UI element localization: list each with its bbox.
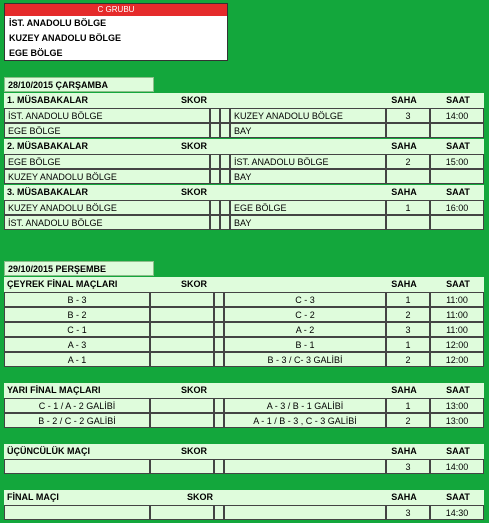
skor-label: SKOR	[180, 187, 207, 197]
table-row	[4, 322, 484, 337]
home-team: KUZEY ANADOLU BÖLGE	[4, 200, 210, 215]
away-team: B - 1	[224, 337, 386, 352]
score-cell	[150, 322, 214, 337]
away-team: BAY	[230, 215, 386, 230]
table-row	[4, 505, 484, 520]
saha-label: SAHA	[391, 385, 417, 395]
away-team: KUZEY ANADOLU BÖLGE	[230, 108, 386, 123]
score-cell	[220, 108, 230, 123]
score-cell	[150, 337, 214, 352]
score-cell	[150, 352, 214, 367]
home-team: B - 2 / C - 2 GALİBİ	[4, 413, 150, 428]
home-team	[4, 505, 150, 520]
score-cell	[214, 413, 224, 428]
score-cell	[214, 398, 224, 413]
score-cell	[214, 292, 224, 307]
table-row	[4, 307, 484, 322]
away-team: C - 3	[224, 292, 386, 307]
saat-label: SAAT	[446, 141, 470, 151]
saat-label: SAAT	[446, 279, 470, 289]
skor-label: SKOR	[180, 446, 207, 456]
score-cell	[150, 505, 214, 520]
score-cell	[214, 337, 224, 352]
away-team: EGE BÖLGE	[230, 200, 386, 215]
saat-cell: 11:00	[430, 307, 484, 322]
saat-cell: 12:00	[430, 337, 484, 352]
saha-cell: 3	[386, 322, 430, 337]
group-team: KUZEY ANADOLU BÖLGE	[9, 33, 122, 43]
table-row	[4, 337, 484, 352]
score-cell	[150, 307, 214, 322]
saat-cell: 14:30	[430, 505, 484, 520]
match3-header	[4, 185, 484, 200]
saat-label: SAAT	[446, 187, 470, 197]
saha-label: SAHA	[391, 141, 417, 151]
table-row	[4, 352, 484, 367]
group-team: İST. ANADOLU BÖLGE	[9, 18, 107, 28]
away-team: A - 3 / B - 1 GALİBİ	[224, 398, 386, 413]
saat-label: SAAT	[446, 492, 470, 502]
saha-cell: 3	[386, 108, 430, 123]
match-title: 2. MÜSABAKALAR	[4, 139, 484, 154]
away-team: BAY	[230, 169, 386, 184]
saha-label: SAHA	[391, 279, 417, 289]
final-title: FİNAL MAÇI	[4, 490, 484, 505]
saha-cell: 2	[386, 154, 430, 169]
saat-label: SAAT	[446, 95, 470, 105]
home-team: EGE BÖLGE	[4, 123, 210, 138]
saat-label: SAAT	[446, 385, 470, 395]
saat-cell	[430, 123, 484, 138]
away-team: İST. ANADOLU BÖLGE	[230, 154, 386, 169]
score-cell	[210, 154, 220, 169]
table-row	[4, 169, 484, 184]
score-cell	[150, 413, 214, 428]
table-row	[4, 292, 484, 307]
away-team: C - 2	[224, 307, 386, 322]
saha-cell: 2	[386, 413, 430, 428]
match1-header	[4, 93, 484, 108]
saat-label: SAAT	[446, 446, 470, 456]
skor-label: SKOR	[180, 385, 207, 395]
skor-label: SKOR	[186, 492, 213, 502]
home-team: EGE BÖLGE	[4, 154, 210, 169]
home-team: C - 1	[4, 322, 150, 337]
away-team: A - 2	[224, 322, 386, 337]
saat-cell: 14:00	[430, 459, 484, 474]
saat-cell: 14:00	[430, 108, 484, 123]
score-cell	[220, 169, 230, 184]
day1-date: 28/10/2015 ÇARŞAMBA	[4, 77, 154, 92]
third-header	[4, 444, 484, 459]
away-team: B - 3 / C- 3 GALİBİ	[224, 352, 386, 367]
score-cell	[214, 322, 224, 337]
quarter-title: ÇEYREK FİNAL MAÇLARI	[4, 277, 484, 292]
saat-cell: 16:00	[430, 200, 484, 215]
score-cell	[220, 215, 230, 230]
home-team: B - 3	[4, 292, 150, 307]
table-row	[4, 413, 484, 428]
match-title: 1. MÜSABAKALAR	[4, 93, 484, 108]
saha-label: SAHA	[391, 492, 417, 502]
saha-label: SAHA	[391, 95, 417, 105]
group-title: C GRUBU	[5, 4, 227, 16]
table-row	[4, 459, 484, 474]
saat-cell: 11:00	[430, 322, 484, 337]
semi-title: YARI FİNAL MAÇLARI	[4, 383, 484, 398]
score-cell	[214, 505, 224, 520]
saha-cell	[386, 215, 430, 230]
skor-label: SKOR	[180, 95, 207, 105]
away-team	[224, 505, 386, 520]
home-team: C - 1 / A - 2 GALİBİ	[4, 398, 150, 413]
day2-date: 29/10/2015 PERŞEMBE	[4, 261, 154, 276]
final-header	[4, 490, 484, 505]
group-team: EGE BÖLGE	[9, 48, 63, 58]
saha-cell: 1	[386, 292, 430, 307]
saha-cell: 2	[386, 307, 430, 322]
saat-cell: 12:00	[430, 352, 484, 367]
saat-cell	[430, 215, 484, 230]
table-row	[4, 200, 484, 215]
score-cell	[210, 108, 220, 123]
score-cell	[210, 169, 220, 184]
home-team	[4, 459, 150, 474]
quarter-header	[4, 277, 484, 292]
home-team: A - 3	[4, 337, 150, 352]
score-cell	[150, 398, 214, 413]
skor-label: SKOR	[180, 141, 207, 151]
saha-cell: 2	[386, 352, 430, 367]
score-cell	[150, 459, 214, 474]
table-row	[4, 154, 484, 169]
away-team: BAY	[230, 123, 386, 138]
away-team	[224, 459, 386, 474]
score-cell	[220, 200, 230, 215]
table-row	[4, 398, 484, 413]
table-row	[4, 108, 484, 123]
score-cell	[220, 154, 230, 169]
score-cell	[210, 200, 220, 215]
third-title: ÜÇÜNCÜLÜK MAÇI	[4, 444, 484, 459]
saha-cell	[386, 123, 430, 138]
saha-cell: 1	[386, 337, 430, 352]
saha-cell: 3	[386, 505, 430, 520]
away-team: A - 1 / B - 3 , C - 3 GALİBİ	[224, 413, 386, 428]
semi-header	[4, 383, 484, 398]
group-box	[4, 3, 228, 61]
score-cell	[210, 215, 220, 230]
score-cell	[214, 459, 224, 474]
home-team: B - 2	[4, 307, 150, 322]
home-team: İST. ANADOLU BÖLGE	[4, 215, 210, 230]
saha-label: SAHA	[391, 446, 417, 456]
match2-header	[4, 139, 484, 154]
home-team: A - 1	[4, 352, 150, 367]
score-cell	[214, 352, 224, 367]
saat-cell: 15:00	[430, 154, 484, 169]
skor-label: SKOR	[180, 279, 207, 289]
saha-label: SAHA	[391, 187, 417, 197]
home-team: İST. ANADOLU BÖLGE	[4, 108, 210, 123]
score-cell	[210, 123, 220, 138]
saat-cell	[430, 169, 484, 184]
table-row	[4, 123, 484, 138]
saha-cell: 1	[386, 200, 430, 215]
saat-cell: 13:00	[430, 413, 484, 428]
score-cell	[220, 123, 230, 138]
saat-cell: 11:00	[430, 292, 484, 307]
saat-cell: 13:00	[430, 398, 484, 413]
saha-cell: 3	[386, 459, 430, 474]
saha-cell	[386, 169, 430, 184]
table-row	[4, 215, 484, 230]
score-cell	[214, 307, 224, 322]
saha-cell: 1	[386, 398, 430, 413]
match-title: 3. MÜSABAKALAR	[4, 185, 484, 200]
home-team: KUZEY ANADOLU BÖLGE	[4, 169, 210, 184]
score-cell	[150, 292, 214, 307]
